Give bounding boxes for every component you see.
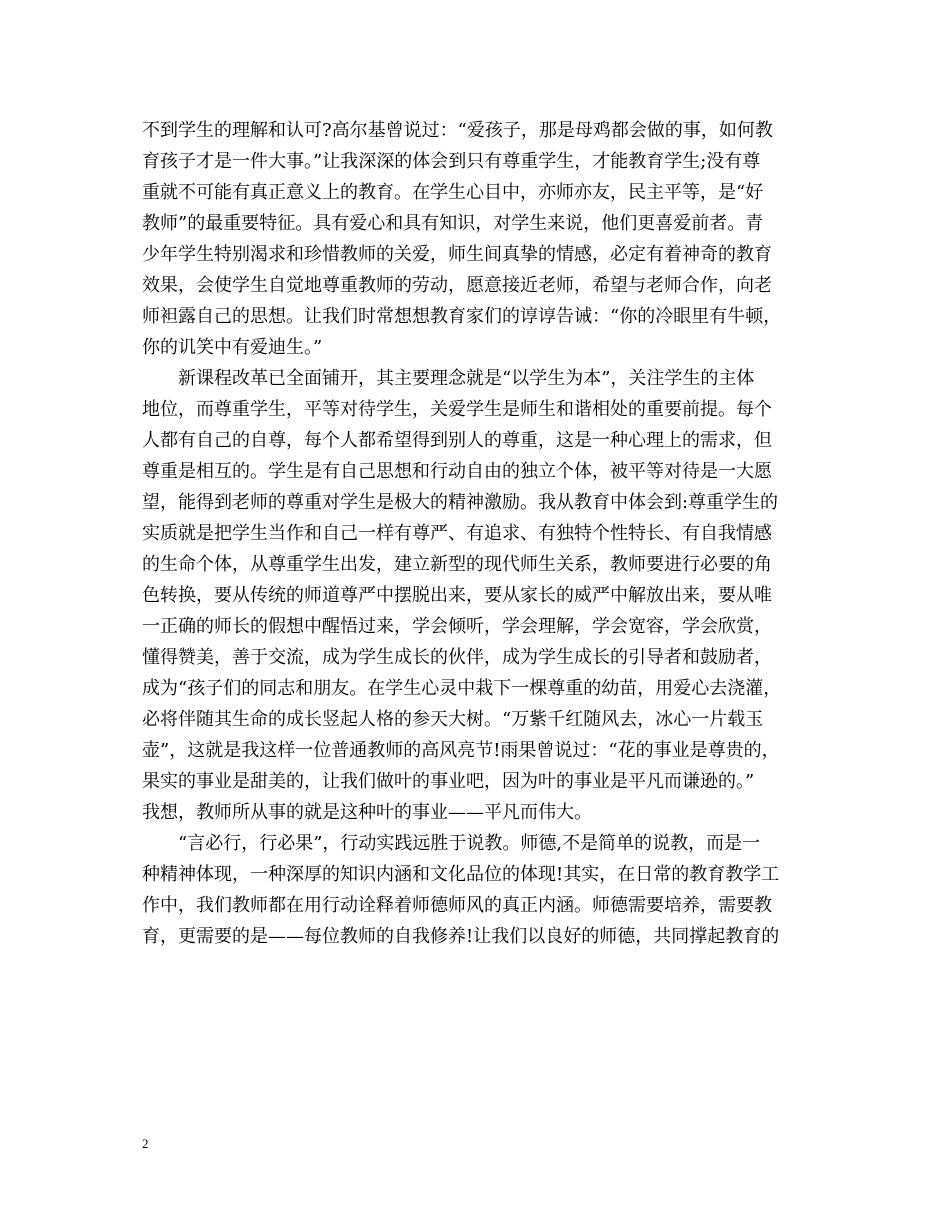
text-line: 的生命个体，从尊重学生出发，建立新型的现代师生关系，教师要进行必要的角 bbox=[142, 554, 772, 575]
document-body bbox=[142, 115, 808, 952]
text-line: 作中，我们教师都在用行动诠释着师德师风的真正内涵。师德需要培养，需要教 bbox=[142, 895, 772, 916]
text-line: 你的讥笑中有爱迪生。” bbox=[142, 337, 323, 358]
text-line: 新课程改革已全面铺开，其主要理念就是“以学生为本”，关注学生的主体 bbox=[142, 368, 755, 389]
text-line: “言必行，行必果”，行动实践远胜于说教。师德,不是简单的说教，而是一 bbox=[142, 833, 761, 854]
text-line: 人都有自己的自尊，每个人都希望得到别人的尊重，这是一种心理上的需求，但 bbox=[142, 430, 772, 451]
text-line: 师袒露自己的思想。让我们时常想想教育家们的谆谆告诫：“你的冷眼里有牛顿， bbox=[142, 306, 782, 327]
text-line: 重就不可能有真正意义上的教育。在学生心目中，亦师亦友，民主平等，是“好 bbox=[142, 182, 764, 203]
text-line: 教师”的最重要特征。具有爱心和具有知识，对学生来说，他们更喜爱前者。青 bbox=[142, 213, 764, 234]
text-line: 一正确的师长的假想中醒悟过来，学会倾听，学会理解，学会宽容，学会欣赏， bbox=[142, 616, 772, 637]
text-line: 望，能得到老师的尊重对学生是极大的精神激励。我从教育中体会到:尊重学生的 bbox=[142, 492, 779, 513]
text-line: 实质就是把学生当作和自己一样有尊严、有追求、有独特个性特长、有自我情感 bbox=[142, 523, 772, 544]
text-line: 尊重是相互的。学生是有自己思想和行动自由的独立个体，被平等对待是一大愿 bbox=[142, 461, 772, 482]
text-line: 少年学生特别渴求和珍惜教师的关爱，师生间真挚的情感，必定有着神奇的教育 bbox=[142, 244, 772, 265]
text-line: 育，更需要的是——每位教师的自我修养!让我们以良好的师德，共同撑起教育的 bbox=[142, 926, 780, 947]
text-line: 种精神体现，一种深厚的知识内涵和文化品位的体现!其实，在日常的教育教学工 bbox=[142, 864, 780, 885]
text-line: 育孩子才是一件大事。”让我深深的体会到只有尊重学生，才能教育学生;没有尊 bbox=[142, 151, 761, 172]
text-line: 我想，教师所从事的就是这种叶的事业——平凡而伟大。 bbox=[142, 802, 592, 823]
text-line: 壶”，这就是我这样一位普通教师的高风亮节!雨果曾说过：“花的事业是尊贵的， bbox=[142, 740, 780, 761]
text-line: 地位，而尊重学生，平等对待学生，关爱学生是师生和谐相处的重要前提。每个 bbox=[142, 399, 772, 420]
text-line: 色转换，要从传统的师道尊严中摆脱出来，要从家长的威严中解放出来，要从唯 bbox=[142, 585, 772, 606]
page-number: 2 bbox=[142, 1136, 149, 1151]
text-line: 必将伴随其生命的成长竖起人格的参天大树。“万紫千红随风去，冰心一片载玉 bbox=[142, 709, 764, 730]
text-line: 果实的事业是甜美的，让我们做叶的事业吧，因为叶的事业是平凡而谦逊的。” bbox=[142, 771, 755, 792]
text-line: 效果，会使学生自觉地尊重教师的劳动，愿意接近老师，希望与老师合作，向老 bbox=[142, 275, 772, 296]
text-line: 成为“孩子们的同志和朋友。在学生心灵中栽下一棵尊重的幼苗，用爱心去浇灌， bbox=[142, 678, 782, 699]
text-line: 懂得赞美，善于交流，成为学生成长的伙伴，成为学生成长的引导者和鼓励者， bbox=[142, 647, 772, 668]
text-line: 不到学生的理解和认可?高尔基曾说过：“爱孩子，那是母鸡都会做的事，如何教 bbox=[142, 120, 773, 141]
